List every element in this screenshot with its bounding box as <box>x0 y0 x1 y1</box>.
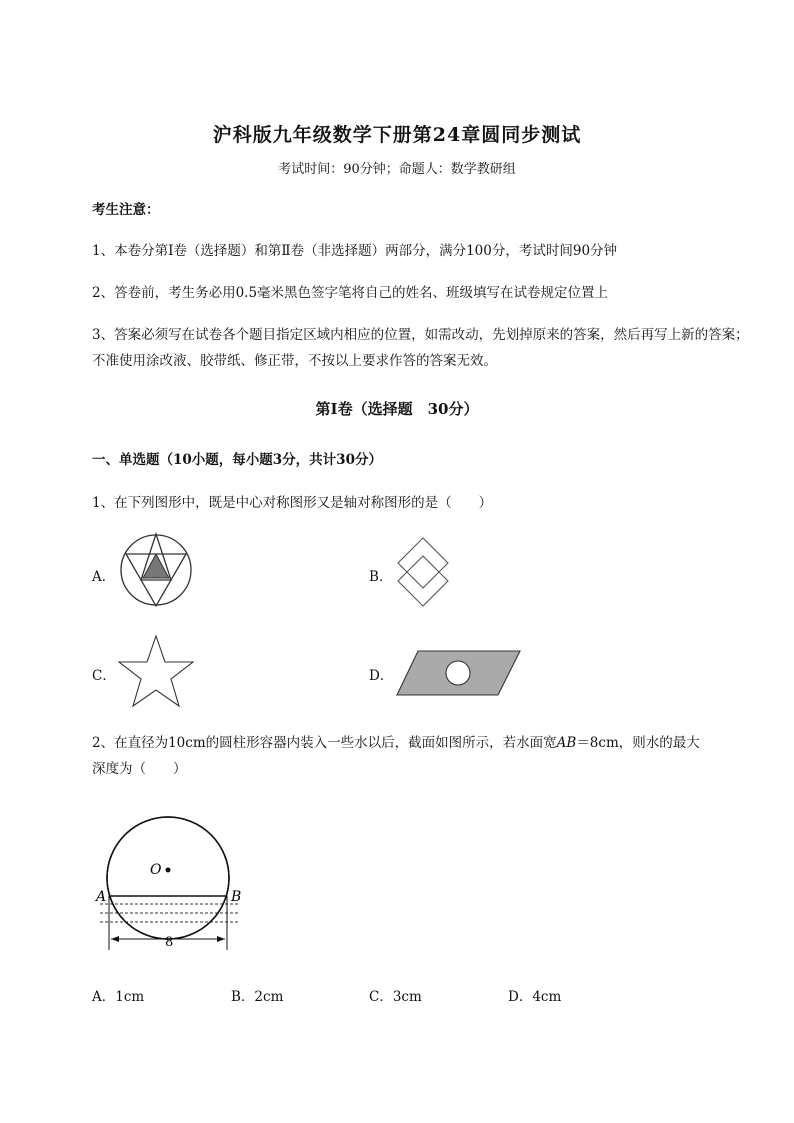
q2-option-c: C．3cm <box>369 989 422 1005</box>
part1-title: 第I卷（选择题 30分） <box>315 400 479 418</box>
q2-ab: AB <box>556 735 577 751</box>
label-a: A <box>96 889 107 905</box>
q1-option-d-label: D． <box>369 668 394 684</box>
q2-option-b: B．2cm <box>231 989 284 1005</box>
section-heading: 一、单选题（10小题，每小题3分，共计30分） <box>92 452 382 468</box>
q1-figure-b <box>394 536 452 612</box>
q1-option-b-label: B． <box>369 569 393 585</box>
question-1: 1、在下列图形中，既是中心对称图形又是轴对称图形的是（ ） <box>92 495 493 511</box>
q1-option-a-label: A． <box>92 569 116 585</box>
notice-item-2: 2、答卷前，考生务必用0.5毫米黑色签字笔将自己的姓名、班级填写在试卷规定位置上 <box>92 285 609 301</box>
question-2 <box>92 730 752 782</box>
q2-figure <box>90 800 250 960</box>
q2-option-d: D．4cm <box>508 989 562 1005</box>
label-width: 8 <box>165 935 174 950</box>
label-b: B <box>231 889 242 905</box>
triangle-shaded <box>143 554 169 578</box>
notice-item-3: 3、答案必须写在试卷各个题目指定区域内相应的位置，如需改动，先划掉原来的答案，然后再写上新的答案；不准使用涂改液、胶带纸、修正带，不按以上要求作答的答案无效。 <box>92 327 749 369</box>
center-point <box>166 868 171 873</box>
q2-text-line2: 深度为（ ） <box>92 761 187 777</box>
star-shape <box>119 636 193 706</box>
q1-option-c-label: C． <box>92 668 116 684</box>
q2-option-a: A．1cm <box>92 989 145 1005</box>
q2-text-part1: 2、在直径为10cm的圆柱形容器内装入一些水以后，截面如图所示，若水面宽 <box>92 735 557 751</box>
q2-text-part2: ＝8cm，则水的最大 <box>576 735 700 751</box>
q1-figure-d <box>396 648 522 698</box>
q1-figure-a <box>118 532 194 608</box>
page-title: 沪科版九年级数学下册第24章圆同步测试 <box>212 124 582 146</box>
label-o: O <box>150 862 162 878</box>
q1-figure-c <box>116 634 196 708</box>
notice-heading: 考生注意： <box>92 202 160 218</box>
exam-info: 考试时间：90分钟；命题人：数学教研组 <box>278 162 516 177</box>
hole-circle <box>446 661 470 685</box>
notice-item-1: 1、本卷分第I卷（选择题）和第Ⅱ卷（非选择题）两部分，满分100分，考试时间90分钟 <box>92 243 618 259</box>
